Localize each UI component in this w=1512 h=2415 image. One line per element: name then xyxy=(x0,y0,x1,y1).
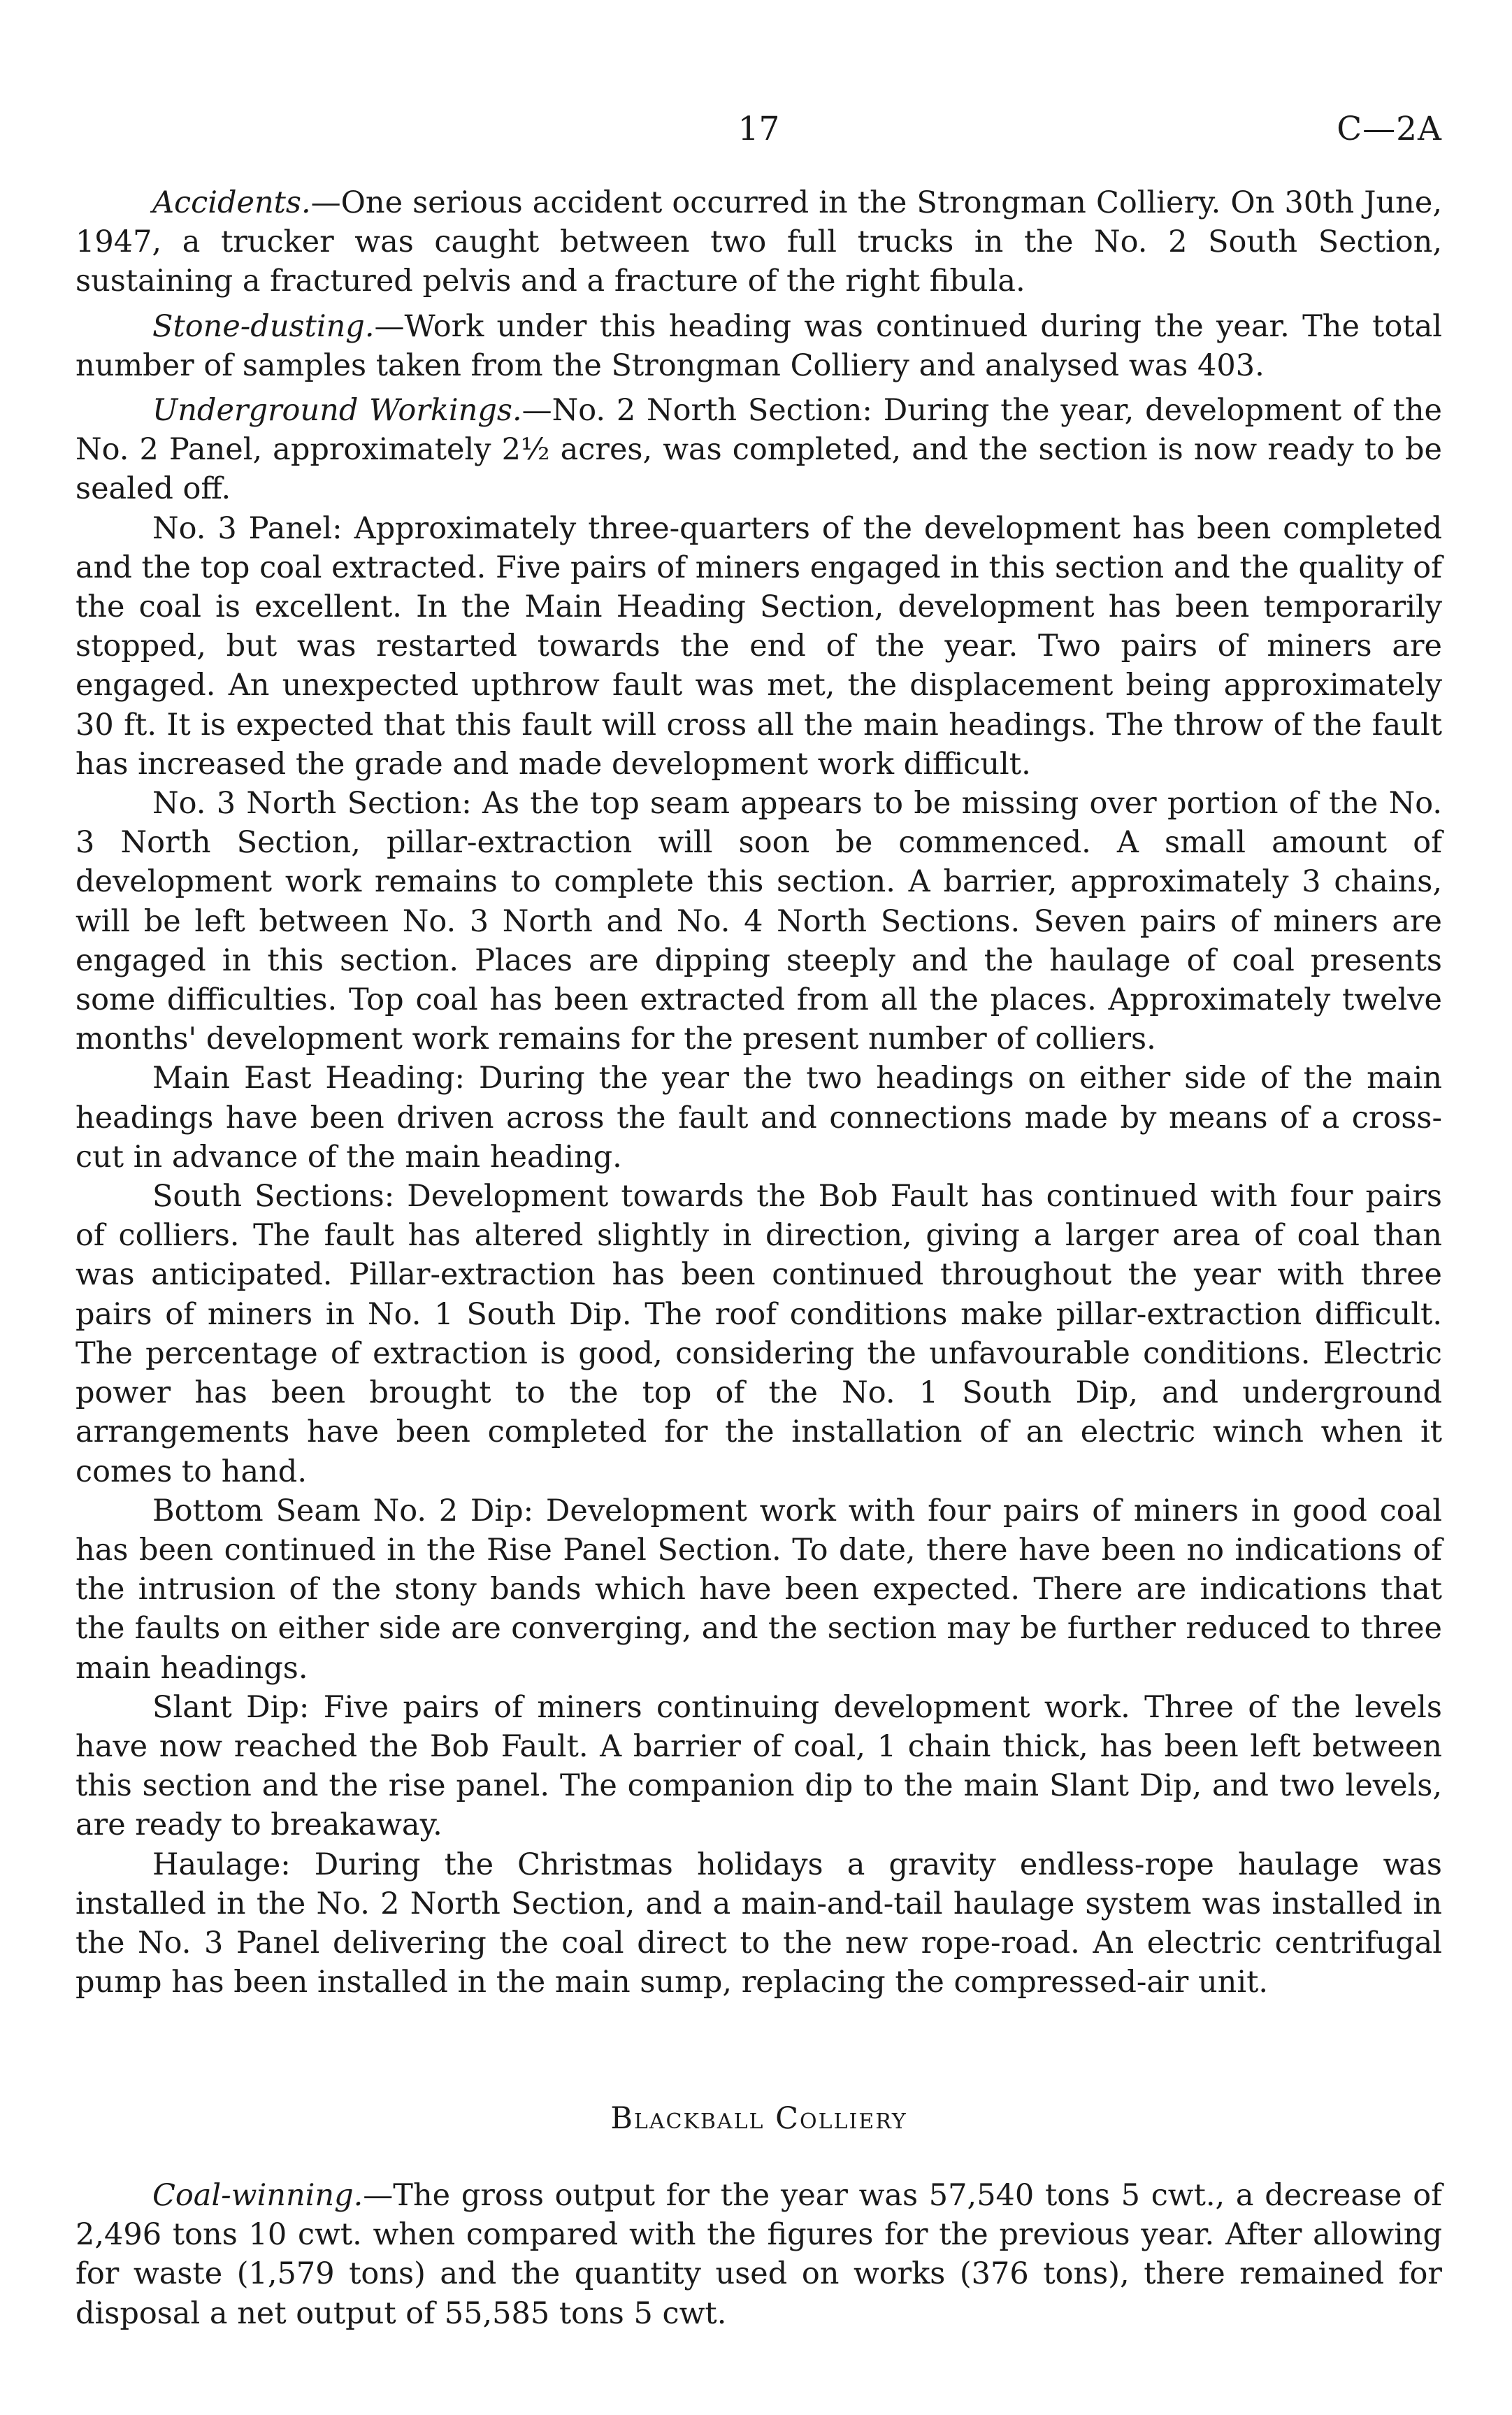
paragraph-slant-dip xyxy=(75,1688,1442,1845)
paragraph-text: No. 3 Panel: Approximately three-quarters of the development has been completed and the top coal extracted. Five pairs of miners engaged in this section and the quality of the coal is excellent. In the Main Heading Section, development has been temporarily stopped, but was restarted towards the end of the year. Two pairs of miners are engaged. An unexpected upthrow fault was met, the displacement being approximately 30 ft. It is expected that this fault will cross all the main headings. The throw of the fault has increased the grade and made development work difficult. xyxy=(75,510,1442,782)
blackball-colliery-section xyxy=(75,2098,1442,2333)
paragraph-text: —One serious accident occurred in the Strongman Colliery. On 30th June, 1947, a trucker was caught between two full trucks in the No. 2 South Section, sustaining a fractured pelvis and a fracture of the right fibula. xyxy=(75,185,1442,299)
page-number: 17 xyxy=(737,110,780,148)
paragraph-text: —Work under this heading was continued during the year. The total number of samples taken from the Strongman Colliery and analysed was 403. xyxy=(75,308,1442,383)
paragraph-lead: Stone-dusting. xyxy=(152,308,375,344)
paragraph-lead: Coal-winning. xyxy=(152,2178,363,2213)
paragraph-text: Slant Dip: Five pairs of miners continuing development work. Three of the levels have now reached the Bob Fault. A barrier of coal, 1 chain thick, has been left between this section and the rise panel. The companion dip to the main Slant Dip, and two levels, are ready to breakaway. xyxy=(75,1689,1442,1843)
paragraph-underground-workings xyxy=(75,391,1442,509)
paragraph-lead: Accidents. xyxy=(152,185,311,220)
paragraph-accidents xyxy=(75,183,1442,301)
paragraph-south-sections xyxy=(75,1177,1442,1491)
paragraph-coal-winning xyxy=(75,2176,1442,2333)
paragraph-bottom-seam xyxy=(75,1491,1442,1688)
paragraph-text: Haulage: During the Christmas holidays a gravity endless-rope haulage was installed in the No. 2 North Section, and a main-and-tail haulage system was installed in the No. 3 Panel delivering the coal direct to the new rope-road. An electric centrifugal pump has been installed in the main sump, replacing the compressed-air unit. xyxy=(75,1847,1442,2000)
paragraph-lead: Underground Workings. xyxy=(152,393,522,429)
paragraph-text: South Sections: Development towards the Bob Fault has continued with four pairs of colliers. The fault has altered slightly in direction, giving a larger area of coal than was anticipated. Pillar-extraction has been continued throughout the year with three pairs of miners in No. 1 South Dip. The roof conditions make pillar-extraction difficult. The percentage of extraction is good, considering the unfavourable conditions. Electric power has been brought to the top of the No. 1 South Dip, and underground arrangements have been completed for the installation of an electric winch when it comes to hand. xyxy=(75,1179,1442,1489)
page-header xyxy=(75,105,1442,154)
page-reference: C—2A xyxy=(1337,110,1442,148)
strongman-colliery-text xyxy=(75,183,1442,2002)
section-heading: Blackball Colliery xyxy=(610,2101,907,2136)
paragraph-no3-panel xyxy=(75,509,1442,784)
paragraph-text: No. 3 North Section: As the top seam appears to be missing over portion of the No. 3 North Section, pillar-extraction will soon be commenced. A small amount of development work remains to complete this section. A barrier, approximately 3 chains, will be left between No. 3 North and No. 4 North Sections. Seven pairs of miners are engaged in this section. Places are dipping steeply and the haulage of coal presents some difficulties. Top coal has been extracted from all the places. Approximately twelve months' development work remains for the present number of colliers. xyxy=(75,786,1442,1057)
paragraph-text: —The gross output for the year was 57,540 tons 5 cwt., a decrease of 2,496 tons 10 cwt. when compared with the figures for the previous year. After allowing for waste (1,579 tons) and the quantity used on works (376 tons), there remained for disposal a net output of 55,585 tons 5 cwt. xyxy=(75,2178,1442,2331)
paragraph-main-east-heading xyxy=(75,1059,1442,1177)
paragraph-text: Bottom Seam No. 2 Dip: Development work with four pairs of miners in good coal has been continued in the Rise Panel Section. To date, there have been no indications of the intrusion of the stony bands which have been expected. There are indications that the faults on either side are converging, and the section may be further reduced to three main headings. xyxy=(75,1493,1442,1686)
paragraph-text: Main East Heading: During the year the two headings on either side of the main headings have been driven across the fault and connections made by means of a cross-cut in advance of the main heading. xyxy=(75,1061,1442,1175)
paragraph-text: —No. 2 North Section: During the year, development of the No. 2 Panel, approximately 2½ acres, was completed, and the section is now ready to be sealed off. xyxy=(75,393,1442,507)
paragraph-haulage xyxy=(75,1845,1442,2002)
paragraph-stone-dusting xyxy=(75,307,1442,385)
paragraph-no3-north-section xyxy=(75,784,1442,1059)
